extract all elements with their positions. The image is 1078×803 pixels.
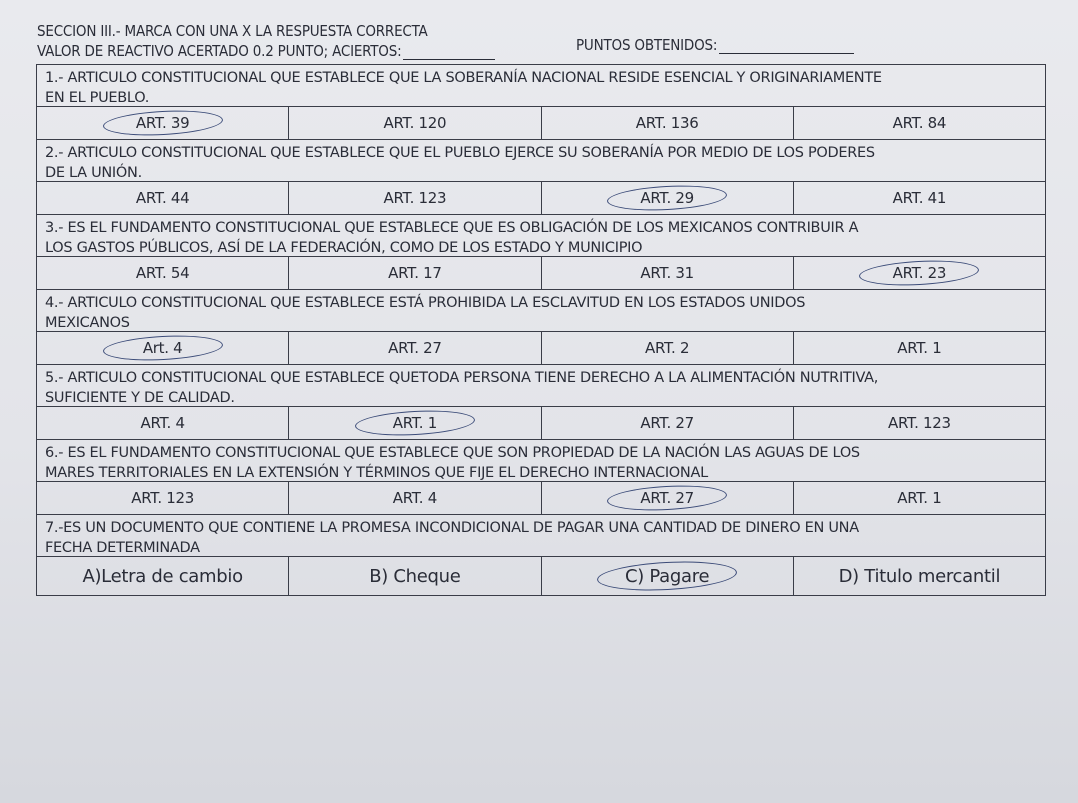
answer-option-label: ART. 2 <box>644 339 690 357</box>
answer-option[interactable] <box>37 107 289 139</box>
answer-option[interactable] <box>37 332 289 364</box>
answer-option[interactable] <box>289 557 541 595</box>
answer-option[interactable] <box>37 557 289 595</box>
answer-option[interactable] <box>794 482 1045 514</box>
answer-option[interactable] <box>37 257 289 289</box>
answer-option[interactable] <box>289 182 541 214</box>
questions-table <box>36 64 1046 596</box>
answer-option-label: ART. 29 <box>640 189 694 207</box>
question-5-text: 5.- ARTICULO CONSTITUCIONAL QUE ESTABLECE QUETODA PERSONA TIENE DERECHO A LA ALIMENTACIÓN NUTRITIVA, SUFICIENTE Y DE CALIDAD. <box>37 365 1045 407</box>
answer-option-label: ART. 41 <box>892 189 947 207</box>
answer-option[interactable] <box>37 407 289 439</box>
answer-option-label: ART. 39 <box>135 114 190 132</box>
answer-option[interactable] <box>542 107 794 139</box>
answer-option-label: ART. 84 <box>892 114 947 132</box>
points-label: PUNTOS OBTENIDOS: <box>576 36 718 54</box>
question-4-text: 4.- ARTICULO CONSTITUCIONAL QUE ESTABLECE ESTÁ PROHIBIDA LA ESCLAVITUD EN LOS ESTADOS UNIDOS MEXICANOS <box>37 290 1045 332</box>
answer-option-label: D) Titulo mercantil <box>838 565 1001 587</box>
question-2-text: 2.- ARTICULO CONSTITUCIONAL QUE ESTABLECE QUE EL PUEBLO EJERCE SU SOBERANÍA POR MEDIO DE LOS PODERES DE LA UNIÓN. <box>37 140 1045 182</box>
answer-option-label: ART. 4 <box>140 414 185 432</box>
question-1-options <box>37 107 1045 140</box>
answer-option[interactable] <box>542 557 794 595</box>
question-4-options <box>37 332 1045 365</box>
answer-option-label: ART. 4 <box>392 489 437 507</box>
answer-option-label: ART. 54 <box>135 264 190 282</box>
answer-option-label: ART. 1 <box>897 339 942 357</box>
answer-option-label: ART. 44 <box>135 189 190 207</box>
points-blank[interactable] <box>719 39 854 54</box>
answer-option[interactable] <box>794 557 1045 595</box>
answer-option[interactable] <box>289 257 541 289</box>
answer-option-label: ART. 123 <box>131 489 194 507</box>
answer-option[interactable] <box>794 107 1045 139</box>
answer-option-label: ART. 123 <box>383 189 447 207</box>
answer-option-label: ART. 17 <box>388 264 442 282</box>
answer-option[interactable] <box>289 407 541 439</box>
question-2-options <box>37 182 1045 215</box>
answer-option[interactable] <box>289 107 541 139</box>
answer-option-label: ART. 27 <box>388 339 442 357</box>
answer-option-label: Art. 4 <box>142 339 183 357</box>
answer-option[interactable] <box>37 182 289 214</box>
answer-option[interactable] <box>794 332 1045 364</box>
question-1-text: 1.- ARTICULO CONSTITUCIONAL QUE ESTABLECE QUE LA SOBERANÍA NACIONAL RESIDE ESENCIAL Y ORIGINARIAMENTE EN EL PUEBLO. <box>37 65 1045 107</box>
question-5-options <box>37 407 1045 440</box>
points-line <box>576 36 854 54</box>
correct-answers-blank[interactable] <box>403 45 495 60</box>
answer-option-label: ART. 27 <box>640 414 694 432</box>
question-3-text: 3.- ES EL FUNDAMENTO CONSTITUCIONAL QUE ESTABLECE QUE ES OBLIGACIÓN DE LOS MEXICANOS CONTRIBUIR A LOS GASTOS PÚBLICOS, ASÍ DE LA FEDERACIÓN, COMO DE LOS ESTADO Y MUNICIPIO <box>37 215 1045 257</box>
score-label: VALOR DE REACTIVO ACERTADO 0.2 PUNTO; ACIERTOS: <box>37 42 402 60</box>
question-3-options <box>37 257 1045 290</box>
answer-option[interactable] <box>794 407 1045 439</box>
answer-option-label: ART. 136 <box>635 114 699 132</box>
question-6-options <box>37 482 1045 515</box>
answer-option[interactable] <box>289 482 541 514</box>
answer-option[interactable] <box>794 182 1045 214</box>
answer-option[interactable] <box>542 257 794 289</box>
answer-option[interactable] <box>542 482 794 514</box>
section-title: SECCION III.- MARCA CON UNA X LA RESPUESTA CORRECTA <box>37 22 428 40</box>
answer-option[interactable] <box>542 182 794 214</box>
answer-option[interactable] <box>289 332 541 364</box>
question-7-text: 7.-ES UN DOCUMENTO QUE CONTIENE LA PROMESA INCONDICIONAL DE PAGAR UNA CANTIDAD DE DINERO EN UNA FECHA DETERMINADA <box>37 515 1045 557</box>
question-6-text: 6.- ES EL FUNDAMENTO CONSTITUCIONAL QUE ESTABLECE QUE SON PROPIEDAD DE LA NACIÓN LAS AGUAS DE LOS MARES TERRITORIALES EN LA EXTENSIÓN Y TÉRMINOS QUE FIJE EL DERECHO INTERNACIONAL <box>37 440 1045 482</box>
answer-option-label: ART. 1 <box>897 489 942 507</box>
answer-option-label: ART. 123 <box>888 414 951 432</box>
answer-option[interactable] <box>37 482 289 514</box>
answer-option-label: ART. 31 <box>640 264 694 282</box>
score-line <box>37 42 495 60</box>
answer-option-label: ART. 120 <box>383 114 447 132</box>
question-7-options <box>37 557 1045 595</box>
answer-option[interactable] <box>542 407 794 439</box>
answer-option-label: B) Cheque <box>369 565 461 587</box>
answer-option[interactable] <box>794 257 1045 289</box>
answer-option-label: ART. 23 <box>892 264 947 282</box>
answer-option-label: ART. 1 <box>392 414 437 432</box>
answer-option-label: ART. 27 <box>640 489 694 507</box>
answer-option-label: A)Letra de cambio <box>82 565 243 587</box>
answer-option[interactable] <box>542 332 794 364</box>
answer-option-label: C) Pagare <box>625 565 710 587</box>
